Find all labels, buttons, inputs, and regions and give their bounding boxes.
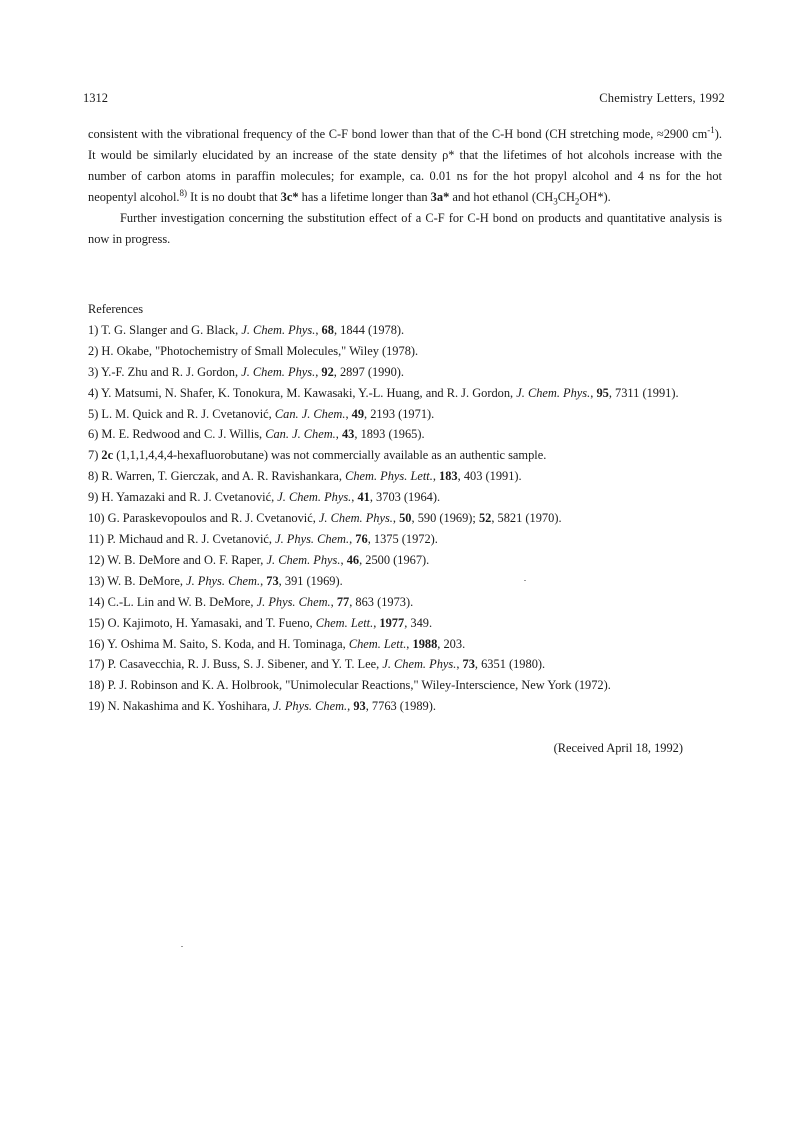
ref-journal: J. Chem. Phys. [382, 657, 457, 672]
p1-text-d: has a lifetime longer than [298, 190, 431, 204]
ref-compound: 2c [101, 448, 114, 463]
ref-volume: 73 [266, 573, 279, 588]
ref-volume: 183 [439, 469, 458, 484]
reference-18 [88, 675, 722, 696]
ref-text: , 3703 (1964). [369, 490, 441, 505]
ref-text: 19) N. Nakashima and K. Yoshihara, [88, 699, 274, 714]
reference-8 [88, 466, 722, 487]
p1-subscript-1: 3 [553, 196, 558, 207]
ref-volume: 68 [321, 322, 334, 337]
ref-journal: J. Chem. Phys. [241, 364, 316, 379]
ref-sep: , [456, 657, 463, 672]
ref-sep: , [347, 699, 354, 714]
p1-citation-8: 8) [179, 187, 188, 198]
ref-sep: , [315, 364, 322, 379]
ref-text: 17) P. Casavecchia, R. J. Buss, S. J. Sibener, and Y. T. Lee, [88, 657, 383, 672]
ref-text: , 5821 (1970). [491, 511, 562, 526]
compound-3c: 3c* [280, 190, 299, 204]
ref-text: 4) Y. Matsumi, N. Shafer, K. Tonokura, M. Kawasaki, Y.-L. Huang, and R. J. Gordon, [88, 385, 517, 400]
reference-17 [88, 654, 722, 675]
ref-volume: 43 [341, 427, 355, 442]
p1-text-g: OH*). [579, 190, 611, 204]
reference-5 [88, 404, 722, 425]
p1-text-f: CH [557, 190, 575, 204]
p1-superscript-1: -1 [707, 124, 715, 135]
ref-volume: 50 [399, 511, 412, 526]
ref-journal: J. Phys. Chem. [275, 531, 350, 546]
p1-text-c: It is no doubt that [187, 190, 281, 204]
reference-list [88, 320, 722, 717]
reference-10 [88, 508, 722, 529]
ref-text: 6) M. E. Redwood and C. J. Willis, [88, 427, 266, 442]
ref-journal: Can. J. Chem. [274, 406, 346, 421]
p1-text-b: ). It would be similarly elucidated by an increase of the state density ρ* that the lifetimes of hot alcohols increase with the number of carbon atoms in paraffin molecules; for example, ca. 0.01 ns for the hot propyl alcohol and 4 ns for the hot neopentyl alcohol. [88, 127, 722, 204]
ref-journal: Chem. Lett. [348, 636, 407, 651]
ref-volume: 41 [357, 490, 370, 505]
reference-11 [88, 529, 722, 550]
ref-volume: 77 [336, 594, 350, 609]
ref-volume: 73 [462, 657, 475, 672]
p1-subscript-2: 2 [574, 196, 580, 207]
ref-journal: J. Chem. Phys. [266, 552, 341, 567]
paragraph-1 [88, 124, 722, 208]
received-date: (Received April 18, 1992) [553, 741, 683, 755]
ref-sep: , [373, 615, 380, 630]
ref-text: , 590 (1969); [411, 511, 479, 526]
ref-sep: , [406, 636, 413, 651]
reference-6 [88, 424, 722, 445]
ref-text: , 203. [437, 636, 466, 651]
ref-text: , 2897 (1990). [333, 364, 404, 379]
reference-12 [88, 550, 722, 571]
ref-text: , 2193 (1971). [364, 406, 435, 421]
references-heading: References [88, 302, 144, 316]
ref-text: 16) Y. Oshima M. Saito, S. Koda, and H. Tominaga, [88, 636, 349, 651]
reference-13 [88, 571, 722, 592]
ref-text: , 1893 (1965). [354, 427, 425, 442]
ref-text: , 6351 (1980). [474, 657, 546, 672]
ref-text: 3) Y.-F. Zhu and R. J. Gordon, [88, 364, 242, 379]
ref-journal: Chem. Lett. [315, 615, 374, 630]
scan-speck [181, 946, 183, 947]
ref-text: 12) W. B. DeMore and O. F. Raper, [88, 552, 267, 567]
ref-sep: , [351, 490, 358, 505]
ref-text: , 1844 (1978). [333, 322, 405, 337]
ref-text: , 7763 (1989). [365, 699, 436, 714]
ref-volume: 93 [353, 699, 366, 714]
reference-15 [88, 613, 722, 634]
ref-text: , 349. [404, 615, 433, 630]
ref-sep: , [590, 385, 597, 400]
ref-sep: , [340, 552, 347, 567]
reference-16 [88, 634, 722, 655]
p1-text-a: consistent with the vibrational frequency of the C-F bond lower than that of the C-H bond (CH stretching mode, ≈2900 cm [88, 127, 708, 141]
ref-text: 9) H. Yamazaki and R. J. Cvetanović, [88, 490, 278, 505]
references-section [88, 299, 722, 717]
reference-14 [88, 592, 722, 613]
page-number: 1312 [83, 91, 108, 105]
ref-volume: 52 [478, 511, 492, 526]
ref-volume: 1977 [379, 615, 405, 630]
ref-text: , 1375 (1972). [367, 531, 438, 546]
reference-19 [88, 696, 722, 717]
ref-text: 18) P. J. Robinson and K. A. Holbrook, "Unimolecular Reactions," Wiley-Interscience, New York (1972). [88, 678, 611, 693]
ref-text: 2) H. Okabe, "Photochemistry of Small Molecules," Wiley (1978). [88, 343, 419, 358]
reference-4 [88, 383, 722, 404]
ref-journal: J. Chem. Phys. [318, 511, 393, 526]
ref-sep: , [432, 469, 440, 484]
paragraph-2: Further investigation concerning the substitution effect of a C-F for C-H bond on products and quantitative analysis is now in progress. [88, 211, 722, 246]
ref-text: 10) G. Paraskevopoulos and R. J. Cvetanović, [88, 511, 319, 526]
ref-text: 13) W. B. DeMore, [88, 573, 187, 588]
ref-journal: J. Phys. Chem. [186, 573, 261, 588]
scan-speck [524, 580, 526, 581]
ref-text: 7) [88, 448, 102, 463]
ref-text: 15) O. Kajimoto, H. Yamasaki, and T. Fueno, [88, 615, 316, 630]
ref-journal: Chem. Phys. Lett. [345, 469, 433, 484]
reference-1 [88, 320, 722, 341]
reference-7 [88, 445, 722, 466]
ref-text: 14) C.-L. Lin and W. B. DeMore, [88, 594, 257, 609]
ref-volume: 92 [321, 364, 334, 379]
ref-text: 8) R. Warren, T. Gierczak, and A. R. Ravishankara, [88, 469, 346, 484]
ref-journal: J. Chem. Phys. [516, 385, 591, 400]
ref-journal: J. Phys. Chem. [273, 699, 348, 714]
ref-sep: , [260, 573, 267, 588]
ref-sep: , [349, 531, 356, 546]
page-header [83, 90, 725, 106]
p1-text-e: and hot ethanol (CH [449, 190, 554, 204]
ref-journal: J. Phys. Chem. [256, 594, 331, 609]
ref-volume: 76 [355, 531, 368, 546]
ref-text: , 7311 (1991). [608, 385, 679, 400]
ref-text: 5) L. M. Quick and R. J. Cvetanović, [88, 406, 275, 421]
ref-text: , 391 (1969). [278, 573, 343, 588]
ref-volume: 95 [596, 385, 609, 400]
reference-3 [88, 362, 722, 383]
ref-volume: 46 [346, 552, 360, 567]
reference-9 [88, 487, 722, 508]
ref-text: 11) P. Michaud and R. J. Cvetanović, [88, 531, 276, 546]
compound-3a: 3a* [430, 190, 450, 204]
ref-sep: , [392, 511, 400, 526]
ref-sep: , [345, 406, 352, 421]
ref-journal: J. Chem. Phys. [277, 490, 352, 505]
ref-sep: , [315, 322, 322, 337]
ref-volume: 1988 [412, 636, 438, 651]
ref-journal: J. Chem. Phys. [241, 322, 316, 337]
ref-volume: 49 [351, 406, 365, 421]
reference-2 [88, 341, 722, 362]
body-text [88, 124, 722, 250]
ref-text: 1) T. G. Slanger and G. Black, [88, 322, 242, 337]
journal-running-title: Chemistry Letters, 1992 [599, 91, 725, 105]
ref-text: (1,1,1,4,4,4-hexafluorobutane) was not commercially available as an authentic sample. [113, 448, 547, 463]
ref-journal: Can. J. Chem. [265, 427, 336, 442]
ref-text: , 403 (1991). [457, 469, 522, 484]
ref-sep: , [335, 427, 342, 442]
ref-text: , 2500 (1967). [359, 552, 430, 567]
ref-sep: , [330, 594, 337, 609]
ref-text: , 863 (1973). [349, 594, 414, 609]
